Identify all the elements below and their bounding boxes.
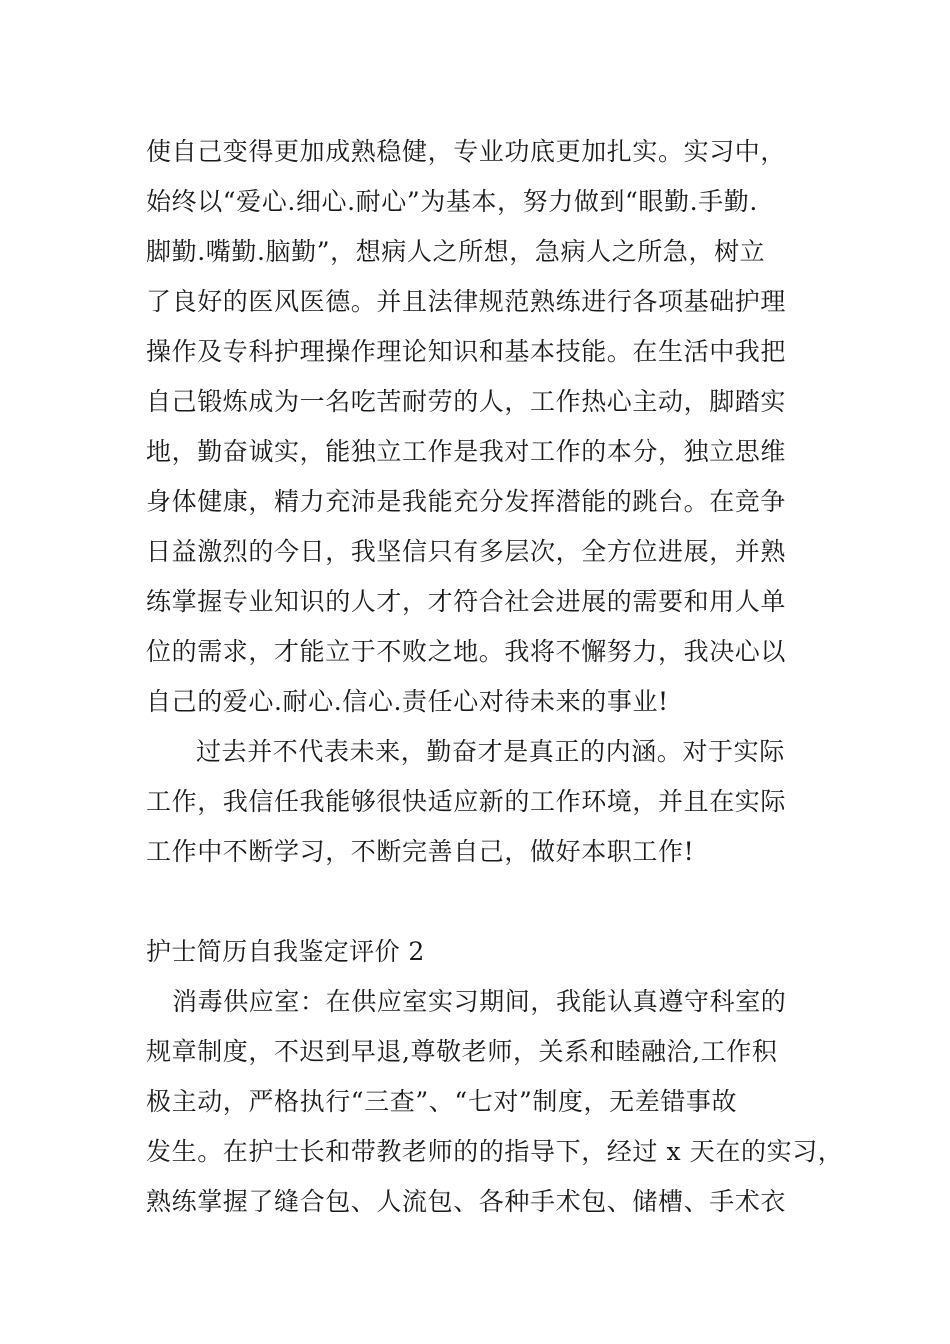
paragraph-1-line-3: 脚勤.嘴勤.脑勤”，想病人之所想，急病人之所急，树立 bbox=[146, 237, 766, 266]
paragraph-1-line-5: 操作及专科护理操作理论知识和基本技能。在生活中我把 bbox=[146, 337, 787, 366]
paragraph-3-line-4: 发生。在护士长和带教老师的的指导下，经过 x 天在的实习， bbox=[146, 1137, 844, 1166]
paragraph-1-line-12: 自己的爱心.耐心.信心.责任心对待未来的事业! bbox=[146, 687, 669, 716]
paragraph-1-line-11: 位的需求，才能立于不败之地。我将不懈努力，我决心以 bbox=[146, 637, 787, 666]
paragraph-3-line-3: 极主动，严格执行“三查”、“七对”制度，无差错事故 bbox=[146, 1087, 738, 1116]
paragraph-1-line-8: 身体健康，精力充沛是我能充分发挥潜能的跳台。在竞争 bbox=[146, 487, 787, 516]
paragraph-2-line-1: 过去并不代表未来，勤奋才是真正的内涵。对于实际 bbox=[196, 737, 785, 766]
paragraph-2-line-3: 工作中不断学习，不断完善自己，做好本职工作! bbox=[146, 837, 695, 866]
paragraph-1-line-1: 使自己变得更加成熟稳健，专业功底更加扎实。实习中， bbox=[146, 137, 787, 166]
paragraph-3-line-2: 规章制度，不迟到早退,尊敬老师，关系和睦融洽,工作积 bbox=[146, 1037, 778, 1066]
paragraph-1-line-9: 日益激烈的今日，我坚信只有多层次，全方位进展，并熟 bbox=[146, 537, 787, 566]
paragraph-3-line-1: 消毒供应室：在供应室实习期间，我能认真遵守科室的 bbox=[172, 987, 787, 1016]
paragraph-1-line-6: 自己锻炼成为一名吃苦耐劳的人，工作热心主动，脚踏实 bbox=[146, 387, 787, 416]
paragraph-1-line-10: 练掌握专业知识的人才，才符合社会进展的需要和用人单 bbox=[146, 587, 787, 616]
paragraph-1-line-2: 始终以“爱心.细心.耐心”为基本，努力做到“眼勤.手勤. bbox=[146, 187, 758, 216]
section-title: 护士简历自我鉴定评价 2 bbox=[146, 937, 425, 966]
paragraph-1-line-7: 地，勤奋诚实，能独立工作是我对工作的本分，独立思维 bbox=[146, 437, 787, 466]
paragraph-2-line-2: 工作，我信任我能够很快适应新的工作环境，并且在实际 bbox=[146, 787, 787, 816]
paragraph-3-line-5: 熟练掌握了缝合包、人流包、各种手术包、储槽、手术衣 bbox=[146, 1187, 787, 1216]
paragraph-1-line-4: 了良好的医风医德。并且法律规范熟练进行各项基础护理 bbox=[146, 287, 787, 316]
